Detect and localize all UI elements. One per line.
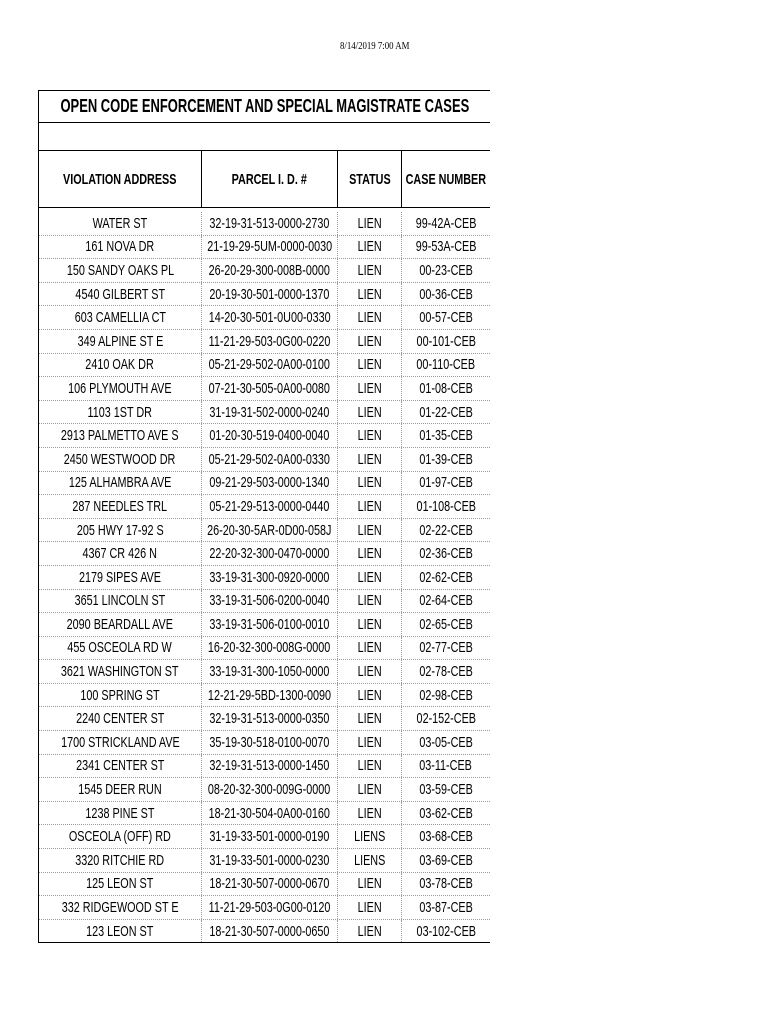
cell-parcel-id: 16-20-32-300-008G-0000 (202, 637, 338, 660)
cell-violation-address: 1700 STRICKLAND AVE (39, 731, 202, 754)
table-row (39, 472, 490, 496)
table-row (39, 825, 490, 849)
cell-parcel-id: 11-21-29-503-0G00-0120 (202, 896, 338, 919)
table-row (39, 849, 490, 873)
cell-case-number: 00-23-CEB (419, 261, 473, 279)
table-row (39, 283, 490, 307)
cell-status: LIEN (338, 755, 402, 778)
table-row (39, 354, 490, 378)
cell-case-number: 00-57-CEB (419, 309, 473, 327)
cell-status: LIEN (338, 896, 402, 919)
table-row (39, 778, 490, 802)
cell-parcel-id: 12-21-29-5BD-1300-0090 (202, 684, 338, 707)
cell-status: LIEN (338, 613, 402, 636)
table-row (39, 590, 490, 614)
cell-case-number: 02-152-CEB (416, 710, 476, 728)
cell-parcel-id: 26-20-30-5AR-0D00-058J (202, 519, 338, 542)
cell-parcel-id: 26-20-29-300-008B-0000 (202, 259, 338, 282)
cell-status: LIEN (338, 212, 402, 235)
table-row (39, 306, 490, 330)
cell-status: LIEN (338, 778, 402, 801)
cell-case-number: 03-05-CEB (419, 733, 473, 751)
cell-violation-address: 1238 PINE ST (39, 802, 202, 825)
cell-violation-address: 100 SPRING ST (39, 684, 202, 707)
cell-status: LIEN (338, 660, 402, 683)
cell-violation-address: 2450 WESTWOOD DR (39, 448, 202, 471)
cell-parcel-id: 31-19-31-502-0000-0240 (202, 401, 338, 424)
cell-parcel-id: 21-19-29-5UM-0000-0030 (202, 236, 338, 259)
cell-violation-address: 1103 1ST DR (39, 401, 202, 424)
cell-violation-address: 349 ALPINE ST E (39, 330, 202, 353)
table-row (39, 542, 490, 566)
column-header-row (39, 151, 490, 208)
cell-case-number: 01-22-CEB (419, 403, 473, 421)
table-row (39, 519, 490, 543)
cell-violation-address: 125 LEON ST (39, 873, 202, 896)
table-row (39, 896, 490, 920)
table-row (39, 731, 490, 755)
cell-status: LIENS (338, 849, 402, 872)
cell-status: LIEN (338, 542, 402, 565)
cell-parcel-id: 33-19-31-300-0920-0000 (202, 566, 338, 589)
cell-case-number: 03-78-CEB (419, 875, 473, 893)
cell-violation-address: 4540 GILBERT ST (39, 283, 202, 306)
cell-status: LIEN (338, 448, 402, 471)
table-title-row (39, 90, 490, 123)
cell-case-number: 02-22-CEB (419, 521, 473, 539)
cell-case-number: 99-53A-CEB (415, 238, 477, 256)
cell-violation-address: 287 NEEDLES TRL (39, 495, 202, 518)
cell-status: LIEN (338, 306, 402, 329)
cell-parcel-id: 05-21-29-513-0000-0440 (202, 495, 338, 518)
cell-violation-address: 332 RIDGEWOOD ST E (39, 896, 202, 919)
cell-parcel-id: 05-21-29-502-0A00-0100 (202, 354, 338, 377)
cell-status: LIEN (338, 637, 402, 660)
table-row (39, 259, 490, 283)
cell-case-number: 01-108-CEB (416, 497, 476, 515)
cell-case-number: 02-98-CEB (419, 686, 473, 704)
cell-violation-address: 123 LEON ST (39, 920, 202, 943)
cell-parcel-id: 33-19-31-506-0200-0040 (202, 590, 338, 613)
table-row (39, 660, 490, 684)
cell-case-number: 03-102-CEB (416, 922, 476, 940)
cell-parcel-id: 33-19-31-506-0100-0010 (202, 613, 338, 636)
cell-case-number: 99-42A-CEB (415, 214, 477, 232)
cell-violation-address: 161 NOVA DR (39, 236, 202, 259)
cell-parcel-id: 18-21-30-507-0000-0670 (202, 873, 338, 896)
cell-status: LIEN (338, 236, 402, 259)
cell-case-number: 03-87-CEB (419, 899, 473, 917)
cell-parcel-id: 08-20-32-300-009G-0000 (202, 778, 338, 801)
table-row (39, 920, 490, 944)
cell-case-number: 02-65-CEB (419, 615, 473, 633)
cell-case-number: 03-68-CEB (419, 828, 473, 846)
cell-case-number: 03-62-CEB (419, 804, 473, 822)
cell-parcel-id: 20-19-30-501-0000-1370 (202, 283, 338, 306)
cell-violation-address: 2341 CENTER ST (39, 755, 202, 778)
table-row (39, 613, 490, 637)
cell-status: LIEN (338, 495, 402, 518)
cell-violation-address: 106 PLYMOUTH AVE (39, 377, 202, 400)
cell-case-number: 01-35-CEB (419, 427, 473, 445)
cell-violation-address: 2179 SIPES AVE (39, 566, 202, 589)
cell-violation-address: 2240 CENTER ST (39, 707, 202, 730)
cell-violation-address: 125 ALHAMBRA AVE (39, 472, 202, 495)
table-body (39, 208, 490, 943)
cell-violation-address: 2090 BEARDALL AVE (39, 613, 202, 636)
cell-violation-address: WATER ST (39, 212, 202, 235)
cell-violation-address: 2410 OAK DR (39, 354, 202, 377)
print-timestamp: 8/14/2019 7:00 AM (340, 40, 410, 52)
cell-case-number: 02-64-CEB (419, 592, 473, 610)
cell-status: LIENS (338, 825, 402, 848)
cell-case-number: 03-11-CEB (419, 757, 473, 775)
cell-status: LIEN (338, 731, 402, 754)
cell-status: LIEN (338, 283, 402, 306)
cases-table (38, 90, 490, 943)
cell-status: LIEN (338, 259, 402, 282)
cell-parcel-id: 32-19-31-513-0000-2730 (202, 212, 338, 235)
cell-parcel-id: 31-19-33-501-0000-0190 (202, 825, 338, 848)
cell-status: LIEN (338, 684, 402, 707)
table-row (39, 495, 490, 519)
cell-parcel-id: 11-21-29-503-0G00-0220 (202, 330, 338, 353)
header-status: STATUS (338, 151, 402, 207)
table-row (39, 802, 490, 826)
cell-status: LIEN (338, 519, 402, 542)
cell-case-number: 01-08-CEB (419, 379, 473, 397)
cell-status: LIEN (338, 566, 402, 589)
cell-status: LIEN (338, 472, 402, 495)
cell-violation-address: 603 CAMELLIA CT (39, 306, 202, 329)
cell-case-number: 00-101-CEB (416, 332, 476, 350)
cell-parcel-id: 32-19-31-513-0000-1450 (202, 755, 338, 778)
cell-violation-address: 4367 CR 426 N (39, 542, 202, 565)
cell-violation-address: 3651 LINCOLN ST (39, 590, 202, 613)
cell-case-number: 03-59-CEB (419, 781, 473, 799)
cell-parcel-id: 07-21-30-505-0A00-0080 (202, 377, 338, 400)
cell-parcel-id: 01-20-30-519-0400-0040 (202, 424, 338, 447)
cell-parcel-id: 09-21-29-503-0000-1340 (202, 472, 338, 495)
cell-violation-address: 1545 DEER RUN (39, 778, 202, 801)
cell-parcel-id: 22-20-32-300-0470-0000 (202, 542, 338, 565)
cell-status: LIEN (338, 802, 402, 825)
cell-parcel-id: 18-21-30-507-0000-0650 (202, 920, 338, 943)
table-row (39, 637, 490, 661)
cell-violation-address: 150 SANDY OAKS PL (39, 259, 202, 282)
header-case-number: CASE NUMBER (405, 170, 487, 188)
cell-violation-address: 455 OSCEOLA RD W (39, 637, 202, 660)
cell-status: LIEN (338, 873, 402, 896)
cell-parcel-id: 14-20-30-501-0U00-0330 (202, 306, 338, 329)
cell-case-number: 02-78-CEB (419, 663, 473, 681)
cell-status: LIEN (338, 377, 402, 400)
cell-parcel-id: 35-19-30-518-0100-0070 (202, 731, 338, 754)
table-row (39, 448, 490, 472)
cell-violation-address: OSCEOLA (OFF) RD (39, 825, 202, 848)
cell-case-number: 03-69-CEB (419, 851, 473, 869)
cell-case-number: 00-36-CEB (419, 285, 473, 303)
cell-case-number: 02-62-CEB (419, 568, 473, 586)
table-row (39, 873, 490, 897)
cell-case-number: 00-110-CEB (416, 356, 476, 374)
cell-status: LIEN (338, 920, 402, 943)
cell-status: LIEN (338, 401, 402, 424)
cell-status: LIEN (338, 330, 402, 353)
cell-parcel-id: 33-19-31-300-1050-0000 (202, 660, 338, 683)
table-row (39, 377, 490, 401)
cell-status: LIEN (338, 354, 402, 377)
cell-status: LIEN (338, 707, 402, 730)
cell-case-number: 02-36-CEB (419, 545, 473, 563)
cell-case-number: 01-39-CEB (419, 450, 473, 468)
cell-status: LIEN (338, 424, 402, 447)
table-row (39, 330, 490, 354)
cell-violation-address: 3621 WASHINGTON ST (39, 660, 202, 683)
table-row (39, 566, 490, 590)
cell-case-number: 01-97-CEB (419, 474, 473, 492)
cell-parcel-id: 31-19-33-501-0000-0230 (202, 849, 338, 872)
cell-parcel-id: 05-21-29-502-0A00-0330 (202, 448, 338, 471)
table-row (39, 212, 490, 236)
table-row (39, 401, 490, 425)
cell-violation-address: 2913 PALMETTO AVE S (39, 424, 202, 447)
cell-status: LIEN (338, 590, 402, 613)
blank-row (39, 123, 490, 151)
header-parcel-id: PARCEL I. D. # (202, 151, 338, 207)
table-title: OPEN CODE ENFORCEMENT AND SPECIAL MAGISTRATE CASES (60, 96, 469, 116)
cell-parcel-id: 18-21-30-504-0A00-0160 (202, 802, 338, 825)
table-row (39, 707, 490, 731)
table-row (39, 684, 490, 708)
cell-violation-address: 205 HWY 17-92 S (39, 519, 202, 542)
header-violation-address: VIOLATION ADDRESS (39, 151, 202, 207)
table-row (39, 236, 490, 260)
cell-violation-address: 3320 RITCHIE RD (39, 849, 202, 872)
table-row (39, 755, 490, 779)
cell-case-number: 02-77-CEB (419, 639, 473, 657)
cell-parcel-id: 32-19-31-513-0000-0350 (202, 707, 338, 730)
table-row (39, 424, 490, 448)
